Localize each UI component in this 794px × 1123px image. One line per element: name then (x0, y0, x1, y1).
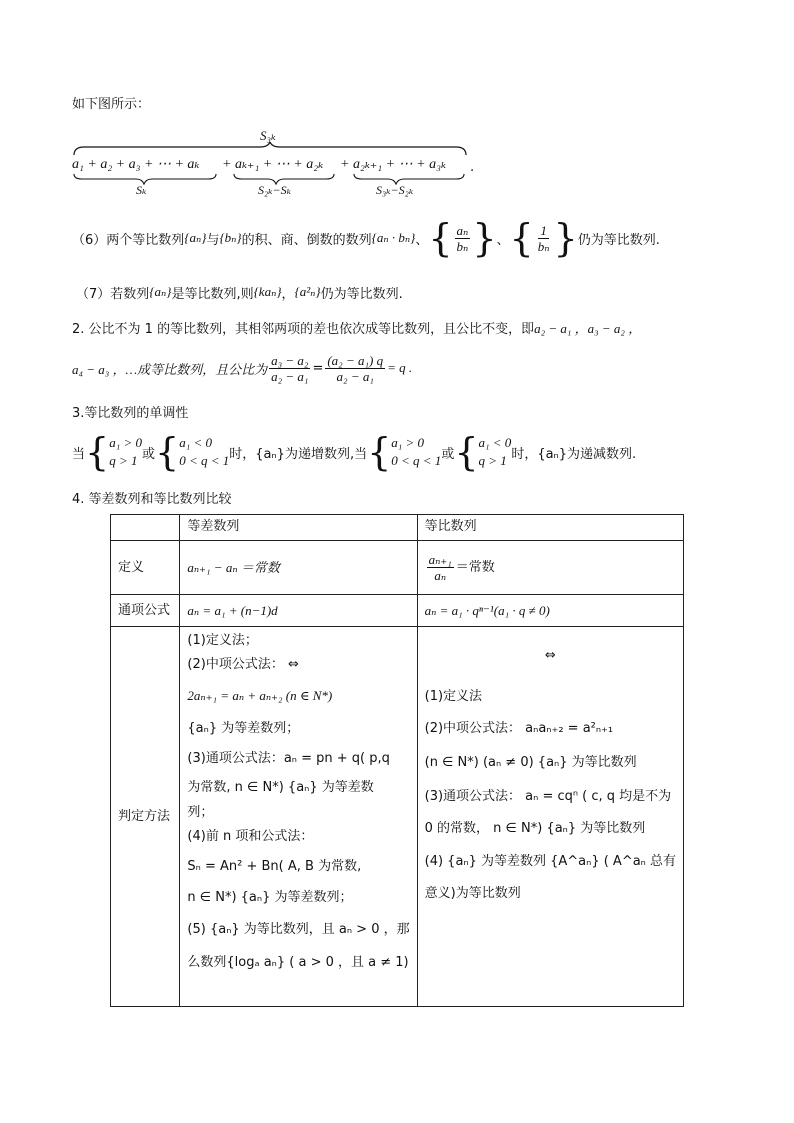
judge-arith-line: n ∈ N*) {aₙ} 为等差数列； (187, 890, 353, 905)
table-row-definition (111, 541, 684, 595)
quotient-num: aₙ (456, 222, 469, 238)
item6-product: {aₙ · bₙ} (371, 230, 416, 245)
item2-text1: 2. 公比不为 1 的等比数列，其相邻两项的差也依次成等比数列，且公比不变，即 (72, 321, 535, 337)
judge-geo-line: 意义)为等比数列 (424, 886, 521, 901)
judge-arith-line: 为常数, n ∈ N*) {aₙ} 为等差数 (187, 780, 374, 795)
item6-quotient-set: { $\frac{\text{aₙ}}{\text{bₙ}}$ } (428, 216, 497, 260)
sum-brace-diagram (72, 128, 482, 198)
judge-arith-line: 列； (187, 805, 214, 820)
item7-an: {aₙ} (149, 284, 172, 299)
item2-eq-q: = q . (387, 360, 413, 375)
judge-arith-line: (1)定义法； (187, 633, 258, 648)
item6-sep1: 、 (415, 232, 429, 248)
judge-arith (180, 627, 417, 1007)
item4-title: 4. 等差数列和等比数列比较 (72, 492, 232, 507)
judge-geo-line: (3)通项公式法： aₙ = cqⁿ ( c, q 均是不为 (424, 789, 672, 804)
header-cell-arith: 等差数列 (180, 515, 417, 541)
judge-label: 判定方法 (111, 627, 180, 1007)
judge-geo-line: 0 的常数， n ∈ N*) {aₙ} 为等比数列 (424, 821, 646, 836)
diagram-seq-a: a₁ + a₂ + a₃ + ⋯ + aₖ (72, 157, 200, 172)
def-label: 定义 (111, 541, 180, 595)
formula-label: 通项公式 (111, 595, 180, 627)
item7-kan: {kaₙ} (253, 284, 282, 299)
item3-dang1: 当 (72, 446, 86, 462)
item2-line1 (72, 316, 641, 338)
cond3-bot: 0 < q < 1 (391, 453, 442, 468)
reciprocal-num: 1 (540, 222, 547, 238)
judge-arith-line: (2)中项公式法： ⇔ (187, 657, 299, 672)
cond1-top: a₁ > 0 (109, 435, 142, 450)
item7-line (76, 281, 403, 303)
judge-arith-line: (3)通项公式法：aₙ = pn + q( p,q (187, 751, 390, 766)
ratio1-den: a₂ − a₁ (271, 368, 309, 384)
intro-text: 如下图所示： (72, 97, 151, 112)
judge-arith-line: (4)前 n 项和公式法： (187, 829, 314, 844)
judge-geo (417, 627, 683, 1007)
cond2-bot: 0 < q < 1 (179, 453, 230, 468)
ratio2-den: a₂ − a₁ (336, 368, 374, 384)
item3-huo1: 或 (142, 446, 156, 462)
judge-arith-line: 么数列{logₐ aₙ} ( a > 0 ，且 a ≠ 1) (187, 955, 409, 970)
item7-mid: 是等比数列,则 (171, 286, 254, 302)
formula-geo: aₙ = a₁ · qⁿ⁻¹(a₁ · q ≠ 0) (417, 595, 683, 627)
def-geo-tail: ＝常数 (455, 560, 495, 575)
cond-group-2: { a₁ < 0 0 < q < 1 (155, 430, 230, 474)
def-arith: aₙ₊₁ − aₙ ＝常数 (180, 541, 417, 595)
judge-geo-line: (1)定义法 (424, 689, 483, 704)
cond4-bot: q > 1 (478, 453, 507, 468)
diagram-top-label: S₃ₖ (260, 128, 276, 143)
ratio2-num: (a₂ − a₁) q (327, 352, 384, 368)
item6-suffix: 仍为等比数列. (577, 232, 660, 248)
comparison-table (110, 514, 684, 1007)
cond1-bot: q > 1 (109, 453, 138, 468)
item7-asq: {a²ₙ} (294, 284, 321, 299)
cond-group-1: { a₁ > 0 q > 1 (85, 430, 142, 474)
table-row-formula (111, 595, 684, 627)
item6-yu: 与 (206, 232, 220, 248)
table-header-row (111, 515, 684, 541)
judge-geo-line: (n ∈ N*) (aₙ ≠ 0) {aₙ} 为等比数列 (424, 755, 637, 770)
ratio1-num: a₃ − a₂ (271, 352, 309, 368)
diagram-end-dot: . (470, 160, 475, 175)
item2-math1: a₂ − a₁ ，a₃ − a₂ ， (534, 320, 642, 336)
item7-suffix: 仍为等比数列. (320, 286, 403, 302)
def-geo-num: aₙ₊₁ (428, 552, 452, 567)
cond3-top: a₁ > 0 (391, 435, 425, 450)
judge-arith-line: Sₙ = An² + Bn( A, B 为常数, (187, 859, 362, 874)
item3-huo2: 或 (441, 446, 455, 462)
item6-prefix: （6）两个等比数列 (72, 232, 185, 248)
diagram-seq-c: + a₂ₖ₊₁ + ⋯ + a₃ₖ (340, 157, 447, 172)
cond2-top: a₁ < 0 (179, 435, 212, 450)
formula-arith: aₙ = a₁ + (n−1)d (180, 595, 417, 627)
ratio-fraction-2 (325, 353, 385, 384)
item6-line (72, 216, 660, 260)
item3-title: 3.等比数列的单调性 (72, 406, 189, 421)
item3-increasing: 时，{aₙ}为递增数列,当 (229, 446, 368, 462)
item7-comma: ， (281, 286, 295, 302)
judge-geo-line: (4) {aₙ} 为等差数列 {A^aₙ} ( A^aₙ 总有 (424, 854, 676, 869)
diagram-label-b: S₂ₖ−Sₖ (258, 183, 292, 197)
item6-an: {aₙ} (184, 230, 207, 245)
cond-group-3: { a₁ > 0 0 < q < 1 (367, 430, 442, 474)
reciprocal-den: bₙ (537, 238, 550, 254)
item6-bn: {bₙ} (219, 230, 242, 245)
table-row-judgement (111, 627, 684, 1007)
item6-mid: 的积、商、倒数的数列 (241, 232, 372, 248)
diagram-seq-b: + aₖ₊₁ + ⋯ + a₂ₖ (222, 157, 324, 172)
item2-eq: = (312, 360, 324, 376)
judge-arith-line: 2aₙ₊₁ = aₙ + aₙ₊₂ (n ∈ N*) (187, 688, 333, 703)
item2-line2-a: a₄ − a₃ ，…成等比数列，且公比为 (72, 361, 268, 377)
item6-reciprocal-set: { $\frac{1}{\text{bₙ}}$ } (509, 216, 578, 260)
diagram-label-a: Sₖ (136, 183, 147, 197)
ratio-fraction-1 (269, 353, 310, 384)
def-geo (417, 541, 683, 595)
judge-arith-line: {aₙ} 为等差数列； (187, 721, 300, 736)
item6-sep2: 、 (496, 232, 510, 248)
judge-geo-line: (2)中项公式法： aₙaₙ₊₂ = a²ₙ₊₁ (424, 721, 614, 736)
header-cell-geo: 等比数列 (417, 515, 683, 541)
item7-prefix: （7）若数列 (76, 286, 150, 302)
overbrace-top (72, 142, 468, 156)
cond-group-4: { a₁ < 0 q > 1 (454, 430, 512, 474)
diagram-label-c: S₃ₖ−S₂ₖ (376, 183, 414, 197)
item3-line (72, 428, 636, 476)
cond4-top: a₁ < 0 (478, 435, 512, 450)
judge-arith-line: (5) {aₙ} 为等比数列，且 aₙ > 0 ，那 (187, 922, 410, 937)
header-cell-empty (111, 515, 180, 541)
def-geo-den: aₙ (434, 568, 447, 583)
judge-geo-line: ⇔ (544, 648, 556, 663)
item2-line2 (72, 348, 412, 388)
item3-decreasing: 时，{aₙ}为递减数列. (511, 446, 637, 462)
quotient-den: bₙ (456, 238, 469, 254)
